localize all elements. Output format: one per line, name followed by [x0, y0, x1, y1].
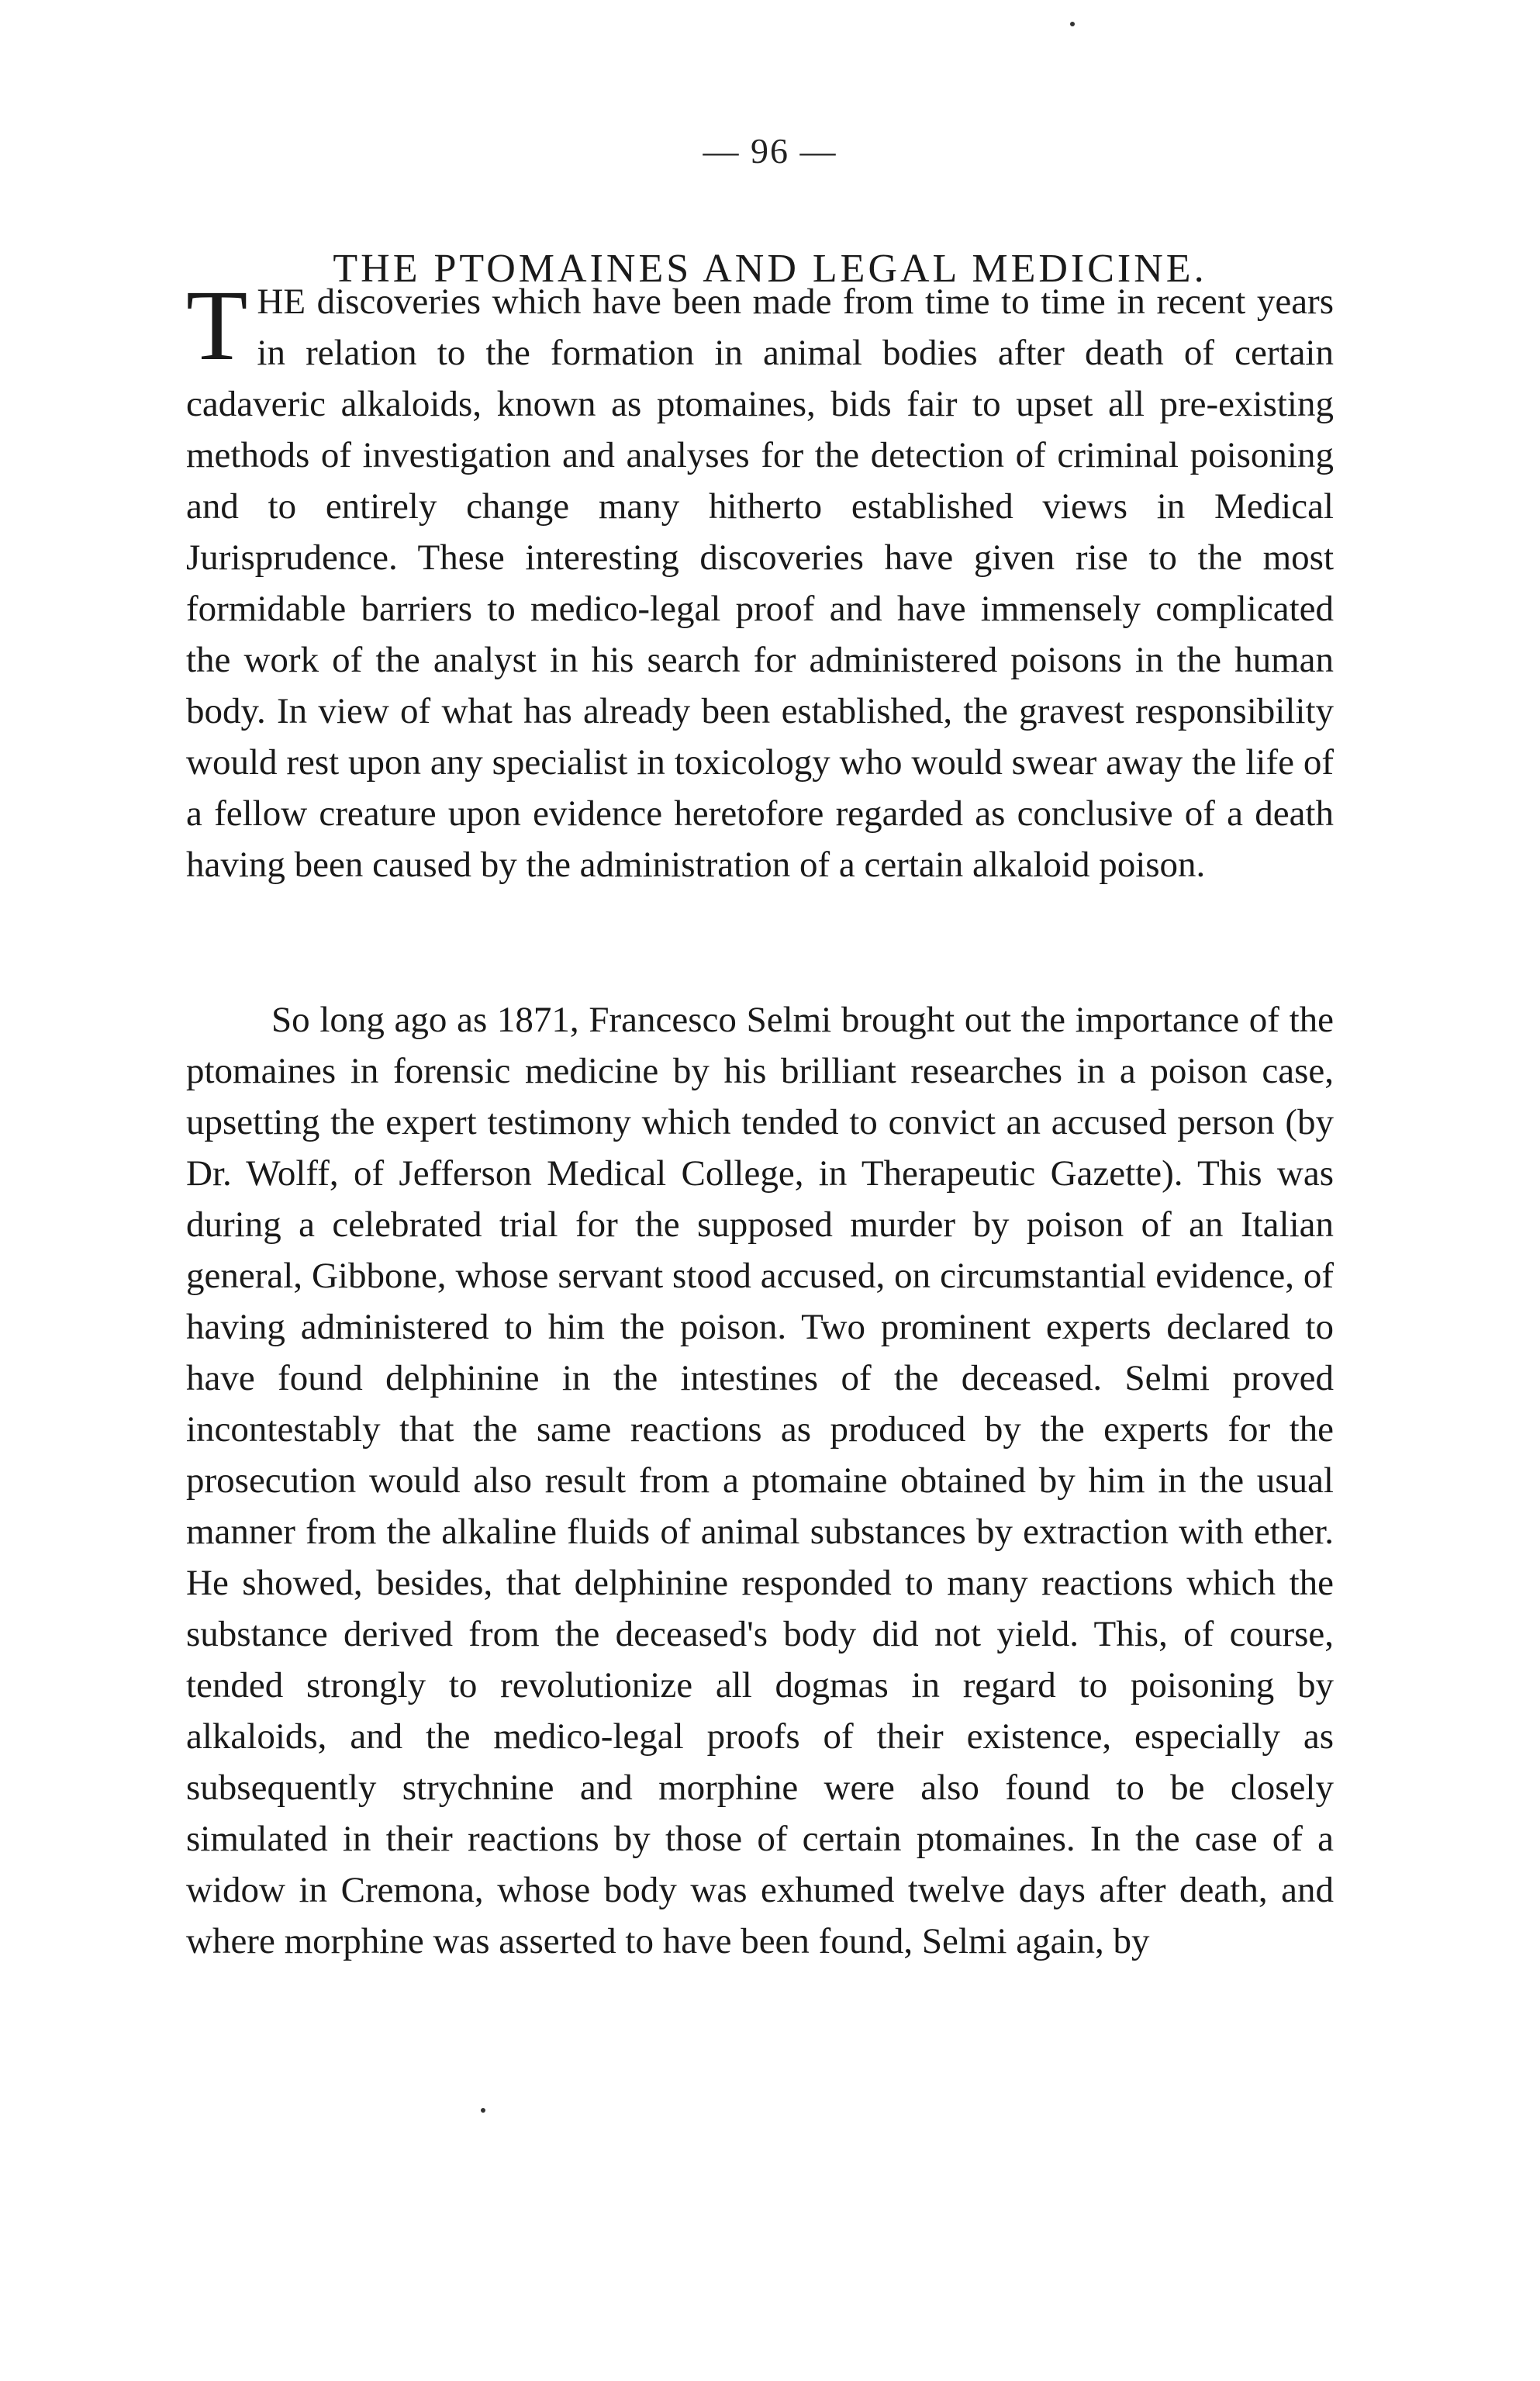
paragraph-1-body: HE discoveries which have been made from time to time in recent years in relation to the formation in animal bodies after death of certain cadaveric alkaloids, known as ptomaines, bids fair to upset all pre-existing methods of investigation and analyses for the detection of criminal poisoning and to entirely change many hitherto established views in Medical Jurisprudence. These interesting discoveries have given rise to the most formidable barriers to medico-legal proof and have immensely complicated the work of the analyst in his search for administered poisons in the human body. In view of what has already been established, the gravest responsibility would rest upon any specialist in toxicology who would swear away the life of a fellow creature upon evidence heretofore regarded as conclusive of a death having been caused by the administration of a certain alkaloid poison.	[186, 282, 1334, 885]
drop-cap: T	[186, 270, 248, 382]
page-number: — 96 —	[703, 131, 837, 171]
paragraph-1	[186, 270, 1334, 890]
paragraph-2-text: So long ago as 1871, Francesco Selmi brought out the importance of the ptomaines in forensic medicine by his brilliant researches in a poison case, upsetting the expert testimony which tended to convict an accused person (by Dr. Wolff, of Jefferson Medical College, in Therapeutic Gazette). This was during a celebrated trial for the supposed murder by poison of an Italian general, Gibbone, whose servant stood accused, on circumstantial evidence, of having administered to him the poison. Two prominent experts declared to have found delphinine in the intestines of the deceased. Selmi proved incontestably that the same reactions as produced by the experts for the prosecution would also result from a ptomaine obtained by him in the usual manner from the alkaline fluids of animal substances by extraction with ether. He showed, besides, that delphinine responded to many reactions which the substance derived from the deceased's body did not yield. This, of course, tended strongly to revolutionize all dogmas in regard to poisoning by alkaloids, and the medico-legal proofs of their existence, especially as subsequently strychnine and morphine were also found to be closely simulated in their reactions by those of certain ptomaines. In the case of a widow in Cremona, whose body was exhumed twelve days after death, and where morphine was asserted to have been found, Selmi again, by	[186, 1000, 1334, 1961]
paragraph-1-text	[186, 270, 1334, 890]
ink-speck	[1070, 22, 1075, 26]
chapter-heading: THE PTOMAINES AND LEGAL MEDICINE.	[333, 246, 1207, 291]
paragraph-2	[186, 994, 1334, 1967]
ink-speck	[481, 2108, 485, 2113]
